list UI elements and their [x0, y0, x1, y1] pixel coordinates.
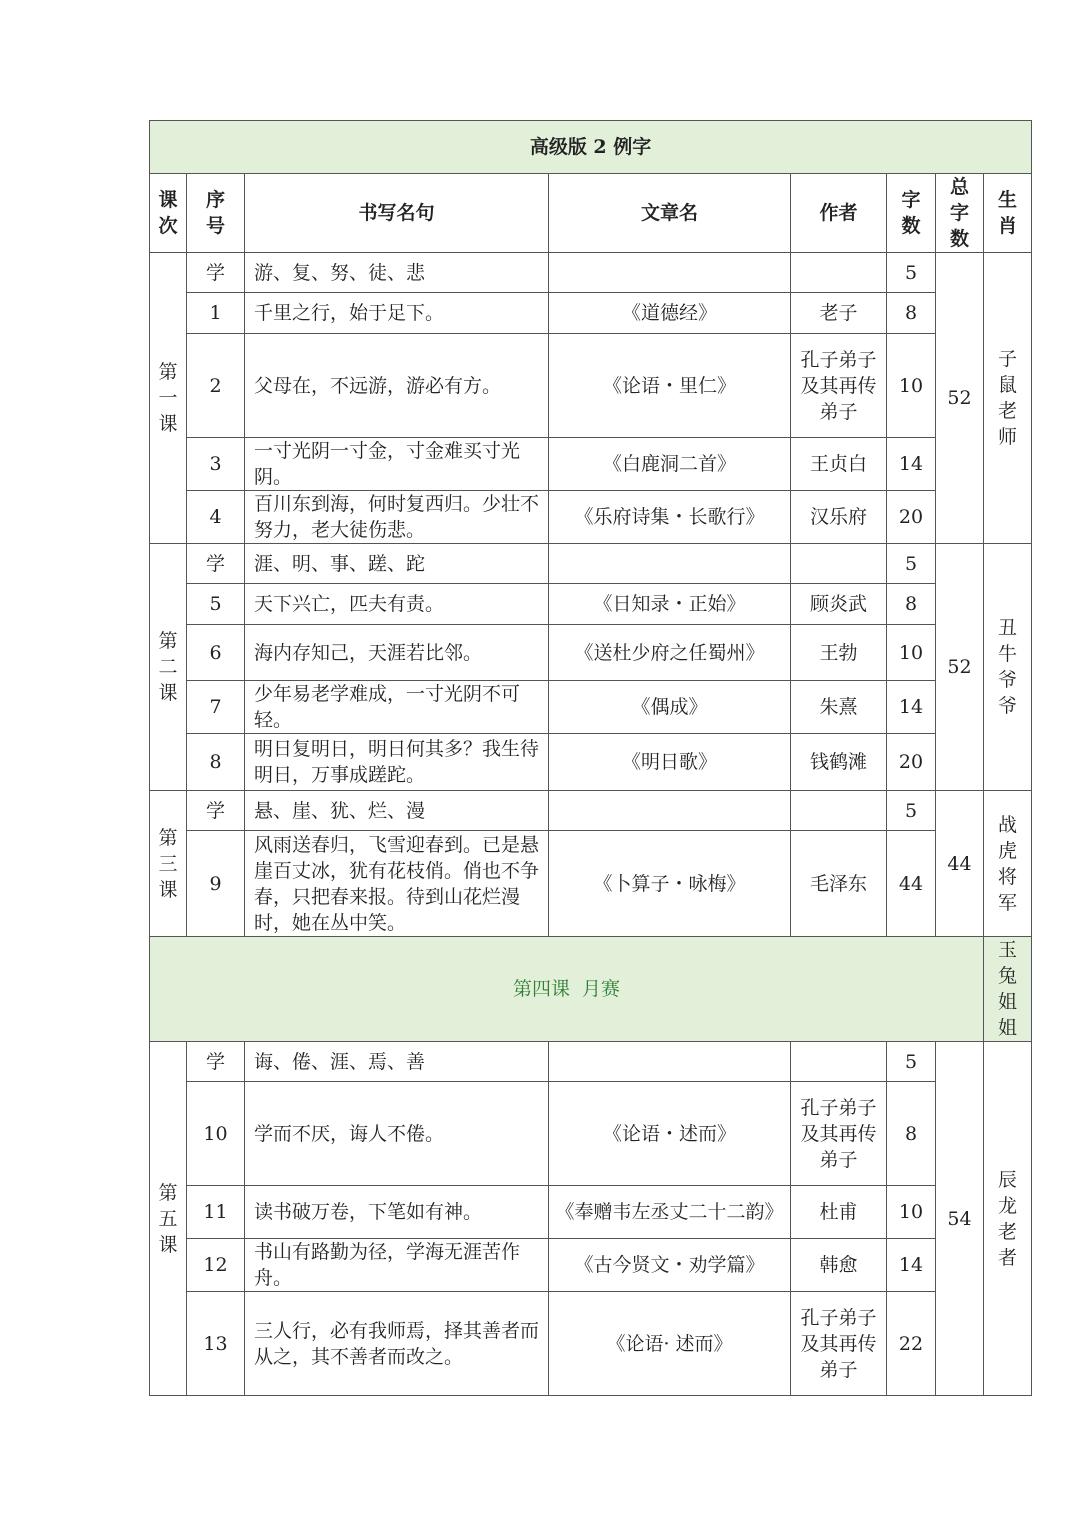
lesson-zodiac: 子鼠老师 [984, 253, 1032, 544]
header-row [150, 174, 1032, 253]
row-author: 王贞白 [791, 438, 887, 491]
row-index: 4 [187, 491, 245, 544]
table-row [150, 253, 1032, 293]
row-index: 13 [187, 1292, 245, 1396]
header-author: 作者 [791, 174, 887, 253]
row-article: 《偶成》 [549, 681, 791, 734]
row-author: 老子 [791, 293, 887, 334]
row-chars: 10 [887, 625, 936, 681]
row-chars: 8 [887, 584, 936, 625]
header-zodiac: 生肖 [984, 174, 1032, 253]
lesson-name: 第三课 [150, 791, 187, 937]
row-index: 6 [187, 625, 245, 681]
lesson-total: 54 [936, 1042, 984, 1396]
row-article: 《卜算子・咏梅》 [549, 831, 791, 937]
row-author: 韩愈 [791, 1239, 887, 1292]
table-row [150, 334, 1032, 438]
table-row [150, 293, 1032, 334]
row-article: 《奉赠韦左丞丈二十二韵》 [549, 1186, 791, 1239]
row-sentence: 风雨送春归，飞雪迎春到。已是悬崖百丈冰，犹有花枝俏。俏也不争春，只把春来报。待到山花烂漫时，她在丛中笑。 [245, 831, 549, 937]
row-sentence: 学而不厌，诲人不倦。 [245, 1082, 549, 1186]
row-chars: 20 [887, 491, 936, 544]
table-row [150, 625, 1032, 681]
row-sentence: 少年易老学难成，一寸光阴不可轻。 [245, 681, 549, 734]
row-author: 顾炎武 [791, 584, 887, 625]
lesson-zodiac: 丑牛爷爷 [984, 544, 1032, 791]
row-index: 8 [187, 734, 245, 791]
row-chars: 14 [887, 1239, 936, 1292]
lesson-zodiac: 战虎将军 [984, 791, 1032, 937]
row-chars: 44 [887, 831, 936, 937]
row-author [791, 1042, 887, 1082]
table-row [150, 791, 1032, 831]
row-author: 孔子弟子及其再传弟子 [791, 1082, 887, 1186]
row-index: 学 [187, 1042, 245, 1082]
row-chars: 10 [887, 1186, 936, 1239]
row-chars: 10 [887, 334, 936, 438]
table-row [150, 491, 1032, 544]
row-article: 《论语・述而》 [549, 1082, 791, 1186]
row-author: 王勃 [791, 625, 887, 681]
row-article [549, 253, 791, 293]
row-author: 孔子弟子及其再传弟子 [791, 1292, 887, 1396]
row-chars: 5 [887, 544, 936, 584]
table-row [150, 831, 1032, 937]
row-article: 《古今贤文・劝学篇》 [549, 1239, 791, 1292]
row-sentence: 书山有路勤为径，学海无涯苦作舟。 [245, 1239, 549, 1292]
header-sentence: 书写名句 [245, 174, 549, 253]
header-total: 总字数 [936, 174, 984, 253]
row-chars: 5 [887, 253, 936, 293]
lesson-total: 52 [936, 544, 984, 791]
row-sentence: 涯、明、事、蹉、跎 [245, 544, 549, 584]
row-chars: 14 [887, 438, 936, 491]
lesson-total: 52 [936, 253, 984, 544]
table-row [150, 438, 1032, 491]
row-index: 9 [187, 831, 245, 937]
table-title: 高级版 2 例字 [150, 121, 1032, 174]
table-row [150, 544, 1032, 584]
row-author: 钱鹤滩 [791, 734, 887, 791]
row-article: 《送杜少府之任蜀州》 [549, 625, 791, 681]
row-article: 《明日歌》 [549, 734, 791, 791]
row-article: 《论语· 述而》 [549, 1292, 791, 1396]
lesson-zodiac: 辰龙老者 [984, 1042, 1032, 1396]
row-index: 5 [187, 584, 245, 625]
row-chars: 14 [887, 681, 936, 734]
table-row [150, 1292, 1032, 1396]
row-index: 3 [187, 438, 245, 491]
row-sentence: 读书破万卷，下笔如有神。 [245, 1186, 549, 1239]
row-sentence: 海内存知己，天涯若比邻。 [245, 625, 549, 681]
row-sentence: 明日复明日，明日何其多？我生待明日，万事成蹉跎。 [245, 734, 549, 791]
row-article: 《乐府诗集・长歌行》 [549, 491, 791, 544]
row-author: 汉乐府 [791, 491, 887, 544]
row-index: 11 [187, 1186, 245, 1239]
table-row [150, 1042, 1032, 1082]
header-lesson: 课次 [150, 174, 187, 253]
row-index: 学 [187, 791, 245, 831]
row-chars: 5 [887, 1042, 936, 1082]
month-label: 第四课 月赛 [150, 937, 984, 1042]
table-row [150, 734, 1032, 791]
month-zodiac: 玉兔姐姐 [984, 937, 1032, 1042]
row-sentence: 诲、倦、涯、焉、善 [245, 1042, 549, 1082]
row-index: 2 [187, 334, 245, 438]
row-article [549, 791, 791, 831]
row-index: 1 [187, 293, 245, 334]
row-article [549, 1042, 791, 1082]
row-sentence: 天下兴亡，匹夫有责。 [245, 584, 549, 625]
row-author [791, 253, 887, 293]
lesson-total: 44 [936, 791, 984, 937]
row-chars: 8 [887, 293, 936, 334]
table-row [150, 681, 1032, 734]
row-sentence: 一寸光阴一寸金，寸金难买寸光阴。 [245, 438, 549, 491]
header-article: 文章名 [549, 174, 791, 253]
row-sentence: 百川东到海，何时复西归。少壮不努力，老大徒伤悲。 [245, 491, 549, 544]
lesson-name: 第二课 [150, 544, 187, 791]
month-row [150, 937, 1032, 1042]
row-index: 10 [187, 1082, 245, 1186]
row-index: 学 [187, 253, 245, 293]
row-chars: 20 [887, 734, 936, 791]
lesson-name: 第五课 [150, 1042, 187, 1396]
lesson-name: 第一课 [150, 253, 187, 544]
row-sentence: 悬、崖、犹、烂、漫 [245, 791, 549, 831]
row-author: 朱熹 [791, 681, 887, 734]
row-article: 《日知录・正始》 [549, 584, 791, 625]
row-article: 《道德经》 [549, 293, 791, 334]
row-article [549, 544, 791, 584]
character-table [149, 120, 1032, 1396]
table-row [150, 584, 1032, 625]
row-author: 毛泽东 [791, 831, 887, 937]
row-sentence: 父母在，不远游，游必有方。 [245, 334, 549, 438]
table-row [150, 1239, 1032, 1292]
row-sentence: 三人行，必有我师焉，择其善者而从之，其不善者而改之。 [245, 1292, 549, 1396]
row-chars: 5 [887, 791, 936, 831]
row-chars: 8 [887, 1082, 936, 1186]
row-author: 孔子弟子及其再传弟子 [791, 334, 887, 438]
row-article: 《论语・里仁》 [549, 334, 791, 438]
table-row [150, 1082, 1032, 1186]
table-row [150, 1186, 1032, 1239]
header-index: 序号 [187, 174, 245, 253]
row-author: 杜甫 [791, 1186, 887, 1239]
row-sentence: 千里之行，始于足下。 [245, 293, 549, 334]
row-author [791, 544, 887, 584]
row-article: 《白鹿洞二首》 [549, 438, 791, 491]
row-index: 12 [187, 1239, 245, 1292]
row-index: 学 [187, 544, 245, 584]
row-author [791, 791, 887, 831]
row-index: 7 [187, 681, 245, 734]
row-sentence: 游、复、努、徒、悲 [245, 253, 549, 293]
header-chars: 字数 [887, 174, 936, 253]
row-chars: 22 [887, 1292, 936, 1396]
